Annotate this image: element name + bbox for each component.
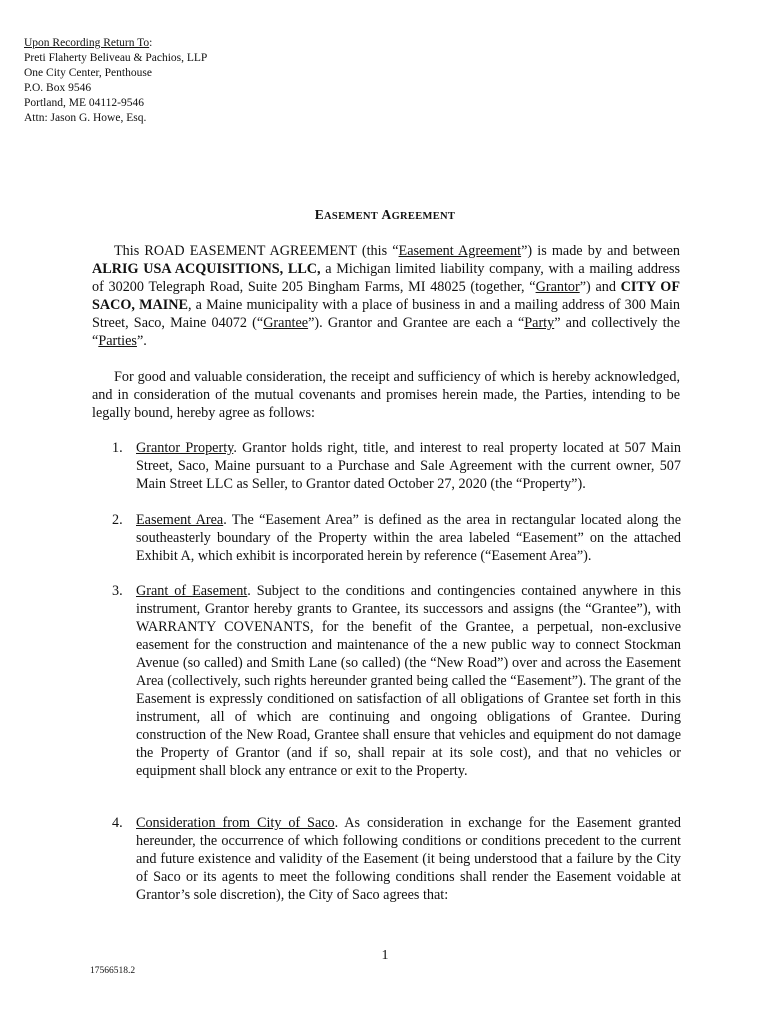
grantee-name: CITY OF SACO, MAINE [92, 279, 680, 313]
return-line-pobox: P.O. Box 9546 [24, 82, 92, 94]
list-item [112, 511, 681, 565]
return-line-attn: Attn: Jason G. Howe, Esq. [24, 112, 147, 124]
list-item [112, 439, 681, 493]
return-line-address: One City Center, Penthouse [24, 67, 152, 79]
list-item-text: . As consideration in exchange for the Easement granted hereunder, the occurrence of which following conditions or conditions precedent to the current and future existence and validity of the Easement (it being understood that a failure by the City of Saco or its agents to meet the following conditions shall render the Easement voidable at Grantor’s sole discretion), the City of Saco agrees that: [136, 815, 681, 903]
list-item-number: 2. [112, 512, 123, 528]
document-id: 17566518.2 [90, 966, 136, 976]
return-line-city: Portland, ME 04112-9546 [24, 97, 144, 109]
consideration-paragraph: For good and valuable consideration, the receipt and sufficiency of which is hereby acknowledged, and in consideration of the mutual covenants and promises herein made, the Parties, intending to be legally bound, hereby agree as follows: [92, 369, 680, 421]
return-line-firm: Preti Flaherty Beliveau & Pachios, LLP [24, 52, 208, 64]
list-item-heading: Consideration from City of Saco [136, 815, 335, 831]
list-item-number: 3. [112, 583, 123, 599]
recording-return-block [24, 36, 207, 126]
list-item [112, 582, 681, 780]
intro-paragraph: This ROAD EASEMENT AGREEMENT (this “Easement Agreement”) is made by and between ALRIG USA ACQUISITIONS, LLC, a Michigan limited liability company, with a mailing address of 30200 Telegraph Road, Suite 205 Bingham Farms, MI 48025 (together, “Grantor”) and CITY OF SACO, MAINE, a Maine municipality with a place of business in and a mailing address of 300 Main Street, Saco, Maine 04072 (“Grantee”). Grantor and Grantee are each a “Party” and collectively the “Parties”. [92, 243, 681, 349]
list-item-heading: Grant of Easement [136, 583, 248, 599]
defined-term-easement-agreement: Easement Agreement [398, 243, 522, 259]
list-item-heading: Grantor Property [136, 440, 234, 456]
list-item-text: . The “Easement Area” is defined as the area in rectangular located along the southeasterly boundary of the Property within the area labeled “Easement” on the attached Exhibit A, which exhibit is incorporated herein by reference (“Easement Area”). [136, 512, 681, 564]
defined-term-parties: Parties [98, 333, 137, 349]
list-item-text: . Subject to the conditions and contingencies contained anywhere in this instrument, Grantor hereby grants to Grantee, its successors and assigns (the “Grantee”), with WARRANTY COVENANTS, for the benefit of the Grantee, a perpetual, non-exclusive easement for the construction and maintenance of the a new public way to connect Stockman Avenue (so called) and Smith Lane (so called) (the “New Road”) over and across the Easement Area (collectively, such rights hereunder granted being called the “Easement”). The grant of the Easement is expressly conditioned on satisfaction of all obligations of Grantee set forth in this instrument, all of which are continuing and ongoing obligations of Grantee. During construction of the New Road, Grantee shall ensure that vehicles and equipment do not damage the Property of Grantor (and if so, shall repair at its sole cost), and that no vehicles or equipment shall block any entrance or exit to the Property. [136, 583, 681, 779]
defined-term-grantee: Grantee [263, 315, 309, 331]
defined-term-grantor: Grantor [535, 279, 580, 295]
list-item-number: 1. [112, 440, 123, 456]
list-item-text: . Grantor holds right, title, and interest to real property located at 507 Main Street, Saco, Maine pursuant to a Purchase and Sale Agreement with the current owner, 507 Main Street LLC as Seller, to Grantor dated October 27, 2020 (the “Property”). [136, 440, 681, 492]
list-item-heading: Easement Area [136, 512, 224, 528]
grantor-name: ALRIG USA ACQUISITIONS, LLC, [92, 261, 321, 277]
list-item [112, 814, 681, 904]
defined-term-party: Party [524, 315, 555, 331]
document-title: EASEMENT AGREEMENT [314, 207, 456, 222]
page-number: 1 [381, 948, 389, 963]
return-heading: Upon Recording Return To: [24, 37, 153, 49]
list-item-number: 4. [112, 815, 123, 831]
